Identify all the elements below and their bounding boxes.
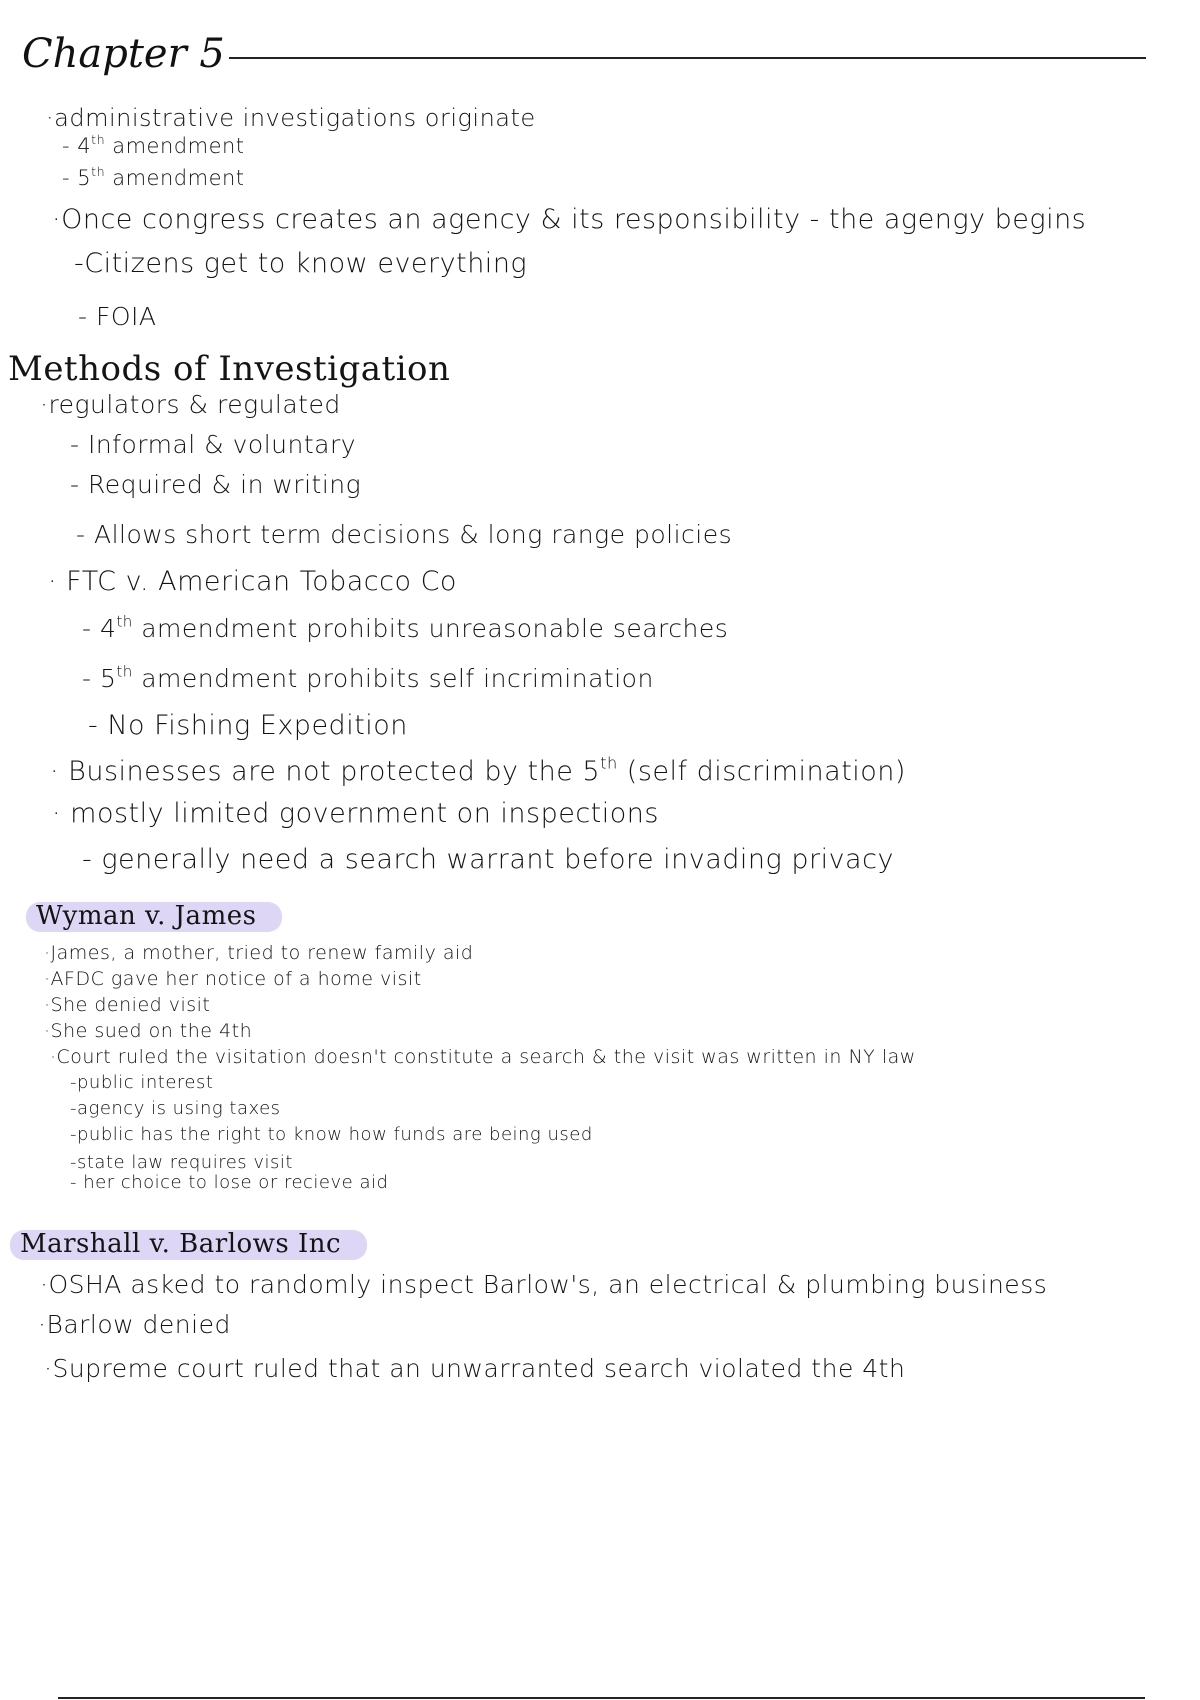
intro-line-4: ·Once congress creates an agency & its responsibility - the agengy begins [52, 204, 1087, 235]
wyman-line-2: ·AFDC gave her notice of a home visit [44, 968, 422, 990]
wyman-line-4: ·She sued on the 4th [44, 1020, 253, 1042]
wyman-line-3: ·She denied visit [44, 994, 211, 1016]
methods-line-7: - 5th amendment prohibits self incrimination [82, 662, 654, 693]
intro-line-5: -Citizens get to know everything [74, 248, 528, 279]
wyman-line-7: -agency is using taxes [70, 1098, 281, 1119]
methods-line-2: - Informal & voluntary [70, 430, 357, 459]
methods-line-10: · mostly limited government on inspections [52, 798, 659, 829]
wyman-line-1: ·James, a mother, tried to renew family aid [44, 942, 474, 964]
intro-line-2: - 4th amendment [62, 132, 245, 158]
case-title-wyman: Wyman v. James [26, 902, 282, 932]
wyman-line-8: -public has the right to know how funds are being used [70, 1124, 593, 1145]
methods-line-6: - 4th amendment prohibits unreasonable searches [82, 612, 729, 643]
case-title-marshall: Marshall v. Barlows Inc [10, 1230, 367, 1260]
wyman-line-6: -public interest [70, 1072, 214, 1093]
marshall-line-2: ·Barlow denied [38, 1310, 231, 1339]
methods-line-11: - generally need a search warrant before invading privacy [82, 844, 894, 875]
chapter-title: Chapter 5 [18, 34, 229, 74]
wyman-line-5: ·Court ruled the visitation doesn't constitute a search & the visit was written in NY law [50, 1046, 916, 1068]
methods-line-5: · FTC v. American Tobacco Co [48, 566, 457, 597]
bottom-rule [58, 1697, 1145, 1699]
methods-line-3: - Required & in writing [70, 470, 362, 499]
methods-line-1: ·regulators & regulated [40, 390, 341, 419]
intro-line-3: - 5th amendment [62, 164, 245, 190]
marshall-line-3: ·Supreme court ruled that an unwarranted search violated the 4th [44, 1354, 906, 1383]
methods-heading: Methods of Investigation [8, 349, 451, 389]
wyman-line-9: -state law requires visit [70, 1152, 293, 1173]
methods-line-4: - Allows short term decisions & long range policies [76, 520, 733, 549]
methods-line-8: - No Fishing Expedition [88, 710, 408, 741]
intro-line-1: ·administrative investigations originate [46, 104, 536, 132]
methods-line-9: · Businesses are not protected by the 5th (self discrimination) [50, 753, 906, 787]
wyman-line-10: - her choice to lose or recieve aid [70, 1172, 389, 1193]
intro-line-6: - FOIA [78, 302, 157, 331]
marshall-line-1: ·OSHA asked to randomly inspect Barlow's, an electrical & plumbing business [40, 1270, 1048, 1299]
